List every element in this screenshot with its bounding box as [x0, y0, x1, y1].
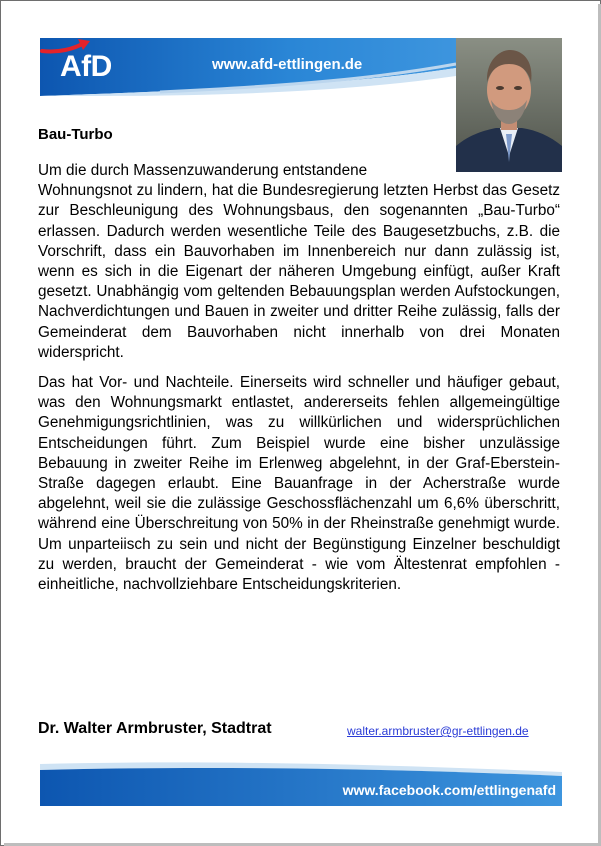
logo-red-arrow-icon [40, 38, 92, 54]
afd-logo: AfD [60, 50, 112, 83]
portrait-photo [456, 38, 562, 172]
footer-banner [40, 758, 562, 806]
website-url: www.afd-ettlingen.de [212, 56, 363, 73]
article-title: Bau-Turbo [38, 126, 113, 143]
paragraph-2: Das hat Vor- und Nachteile. Einerseits wird schneller und häufiger gebaut, was den Wohnungsmarkt entlastet, andererseits fehlen allgemeingültige Genehmigungsrichtlinien, was zu willkürlichen und widersprüchlichen Entscheidungen führt. Zum Beispiel wurde eine bisher unzulässige Bebauung in zweiter Reihe im Erlenweg abgelehnt, in der Graf-Eberstein-Straße dagegen erlaubt. Eine Bauanfrage in der Acherstraße wurde abgelehnt, weil sie die zulässige Geschossflächenzahl um 6,6% überschritt, während eine Überschreitung von 50% in der Rheinstraße genehmigt wurde. Um unparteiisch zu sein und nicht der Begünstigung Einzelner beschuldigt zu werden, braucht der Gemeinderat - wie vom Ältestenrat empfohlen - einheitliche, nachvollziehbare Entscheidungskriterien. [38, 374, 560, 594]
paragraph-1-first-line: Um die durch Massenzuwanderung entstandene [38, 162, 368, 179]
article-body [38, 161, 560, 595]
paragraph-1 [38, 161, 560, 363]
facebook-url: www.facebook.com/ettlingenafd [342, 782, 556, 798]
paragraph-1-text: Wohnungsnot zu lindern, hat die Bundesregierung letzten Herbst das Gesetz zur Beschleunigung des Wohnungsbaus, den sogenannten „Bau-Turbo“ erlassen. Dadurch werden wesentliche Teile des Baugesetzbuchs, z.B. die Vorschrift, dass ein Bauvorhaben im Innenbereich nur dann zulässig ist, wenn es sich in die Eigenart der näheren Umgebung einfügt, außer Kraft gesetzt. Unabhängig vom geltenden Bebauungsplan werden Aufstockungen, Nachverdichtungen und Bauen in zweiter und dritter Reihe zulässig, falls der Gemeinderat dem Bauvorhaben nicht innerhalb von drei Monaten widerspricht. [38, 182, 560, 361]
email-link[interactable]: walter.armbruster@gr-ettlingen.de [347, 724, 529, 738]
author-signature: Dr. Walter Armbruster, Stadtrat [38, 720, 272, 737]
